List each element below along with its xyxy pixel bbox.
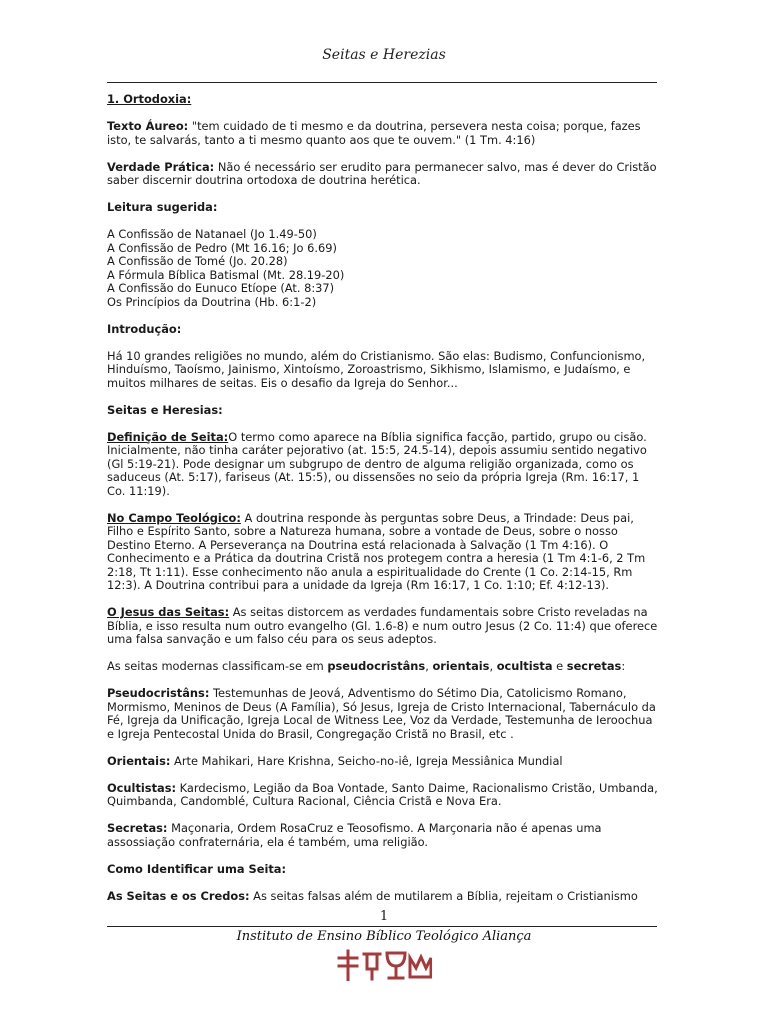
ocultistas-label: Ocultistas: xyxy=(107,780,177,795)
classificacao-ocultista: ocultista xyxy=(496,659,553,673)
classificacao-separator: e xyxy=(552,659,567,673)
classificacao-orientais: orientais xyxy=(432,659,490,673)
jesus-seitas-text: As seitas distorcem as verdades fundamentais sobre Cristo reveladas na Bíblia, e isso resulta num outro evangelho (Gl. 1.6-8) e num outro Jesus (2 Co. 11:4) que oferece uma falsa sanvação e um falso céu para os seus adeptos. xyxy=(107,605,658,646)
classificacao-separator: , xyxy=(425,659,433,673)
introducao-heading: Introdução: xyxy=(107,321,182,336)
classificacao-intro: As seitas modernas classificam-se em xyxy=(107,659,328,673)
texto-aureo-paragraph xyxy=(107,120,659,147)
como-identificar-heading: Como Identificar uma Seita: xyxy=(107,861,287,876)
list-item: A Confissão de Tomé (Jo. 20.28) xyxy=(107,254,288,268)
leitura-list xyxy=(107,228,659,309)
classificacao-paragraph xyxy=(107,660,659,674)
campo-teologico-label: No Campo Teológico: xyxy=(107,510,241,525)
definicao-text: O termo como aparece na Bíblia significa facção, partido, grupo ou cisão. Inicialmente, não tinha caráter pejorativo (at. 15:5, 24.5-14), depois assumiu sentido negativo (Gl 5:19-21). Pode designar um subgrupo de dentro de alguma religião organizada, como os saduceus (At. 5:17), fariseus (At. 15:5), ou dissensões no seio da própria Igreja (Rm. 16:17, 1 Co. 11:19). xyxy=(107,429,647,498)
list-item: A Confissão de Natanael (Jo 1.49-50) xyxy=(107,227,317,241)
classificacao-secretas: secretas xyxy=(566,659,622,673)
orientais-label: Orientais: xyxy=(107,753,171,768)
texto-aureo-label: Texto Áureo: xyxy=(107,119,189,133)
jesus-seitas-label: O Jesus das Seitas: xyxy=(107,605,230,619)
definicao-paragraph xyxy=(107,431,659,499)
header-divider xyxy=(107,82,657,83)
list-item: A Confissão de Pedro (Mt 16.16; Jo 6.69) xyxy=(107,240,337,255)
classificacao-separator: , xyxy=(489,659,497,673)
verdade-pratica-label: Verdade Prática: xyxy=(107,159,215,174)
footer-divider xyxy=(107,926,657,927)
alianca-logo-icon xyxy=(336,949,432,981)
list-item: A Fórmula Bíblica Batismal (Mt. 28.19-20) xyxy=(107,267,345,282)
definicao-label: Definição de Seita: xyxy=(107,429,229,444)
seitas-credos-label: As Seitas e os Credos: xyxy=(107,888,250,903)
list-item: Os Princípios da Doutrina (Hb. 6:1-2) xyxy=(107,294,317,309)
ocultistas-text: Kardecismo, Legião da Boa Vontade, Santo Daime, Racionalismo Cristão, Umbanda, Quimbanda, Candomblé, Cultura Racional, Ciência Cristã e Nova Era. xyxy=(107,780,658,808)
ocultistas-paragraph xyxy=(107,782,659,809)
seitas-credos-text: As seitas falsas além de mutilarem a Bíblia, rejeitam o Cristianismo xyxy=(249,888,638,903)
verdade-pratica-paragraph xyxy=(107,161,659,188)
orientais-paragraph xyxy=(107,755,659,769)
leitura-sugerida-heading: Leitura sugerida: xyxy=(107,200,218,214)
campo-teologico-paragraph xyxy=(107,512,659,593)
seitas-heresias-heading: Seitas e Heresias: xyxy=(107,402,223,417)
page-header-title: Seitas e Herezias xyxy=(322,47,446,63)
secretas-label: Secretas: xyxy=(107,821,168,835)
classificacao-pseudo: pseudocristâns xyxy=(327,659,426,673)
texto-aureo-text: "tem cuidado de ti mesmo e da doutrina, persevera nesta coisa; porque, fazes isto, te salvarás, tanto a ti mesmo quanto aos que te ouvem." (1 Tm. 4:16) xyxy=(107,119,641,147)
seitas-credos-paragraph xyxy=(107,890,659,904)
classificacao-end: : xyxy=(621,659,626,673)
section-title-ortodoxia: 1. Ortodoxia: xyxy=(107,93,192,106)
campo-teologico-text: A doutrina responde às perguntas sobre Deus, a Trindade: Deus pai, Filho e Espírito Santo, sobre a Natureza humana, sobre a vontade de Deus, sobre o nosso Destino Eterno. A Perseverança na Doutrina está relacionada à Salvação (1 Tm 4:16). O Conhecimento e a Prática da doutrina Cristã nos protegem contra a heresia (1 Tm 4:1-6, 2 Tm 2:18, Tt 1:11). Esse conhecimento não anula a espiritualidade do Crente (1 Co. 2:14-15, Rm 12:3). A Doutrina contribui para a unidade da Igreja (Rm 16:17, 1 Co. 1:10; Ef. 4:12-13). xyxy=(107,510,646,592)
pseudocristaos-label: Pseudocristâns: xyxy=(107,686,210,700)
orientais-text: Arte Mahikari, Hare Krishna, Seicho-no-iê, Igreja Messiânica Mundial xyxy=(170,753,563,768)
verdade-pratica-text: Não é necessário ser erudito para permanecer salvo, mas é dever do Cristão saber discernir doutrina ortodoxa de doutrina herética. xyxy=(107,159,657,187)
pseudocristaos-text: Testemunhas de Jeová, Adventismo do Sétimo Dia, Catolicismo Romano, Mormismo, Meninos de Deus (A Família), Só Jesus, Igreja de Cristo Internacional, Tabernáculo da Fé, Igreja da Unificação, Igreja Local de Witness Lee, Voz da Verdade, Testemunha de Ieroochua e Igreja Pentecostal Unida do Brasil, Congregação Cristã no Brasil, etc . xyxy=(107,686,656,741)
page-number: 1 xyxy=(379,909,389,924)
secretas-paragraph xyxy=(107,822,659,849)
secretas-text: Maçonaria, Ordem RosaCruz e Teosofismo. A Marçonaria não é apenas uma assossiação confraternária, ela é também, uma religião. xyxy=(107,821,602,849)
list-item: A Confissão do Eunuco Etíope (At. 8:37) xyxy=(107,281,335,295)
document-body xyxy=(107,93,659,905)
introducao-text: Há 10 grandes religiões no mundo, além do Cristianismo. São elas: Budismo, Confuncionismo, Hinduísmo, Taoísmo, Jainismo, Xintoísmo, Zoroastrismo, Sikhismo, Islamismo, e Judaísmo, e muitos milhares de seitas. Eis o desafio da Igreja do Senhor... xyxy=(107,348,646,390)
jesus-seitas-paragraph xyxy=(107,606,659,647)
pseudocristaos-paragraph xyxy=(107,687,659,741)
footer-institution: Instituto de Ensino Bíblico Teológico Aliança xyxy=(236,929,532,944)
